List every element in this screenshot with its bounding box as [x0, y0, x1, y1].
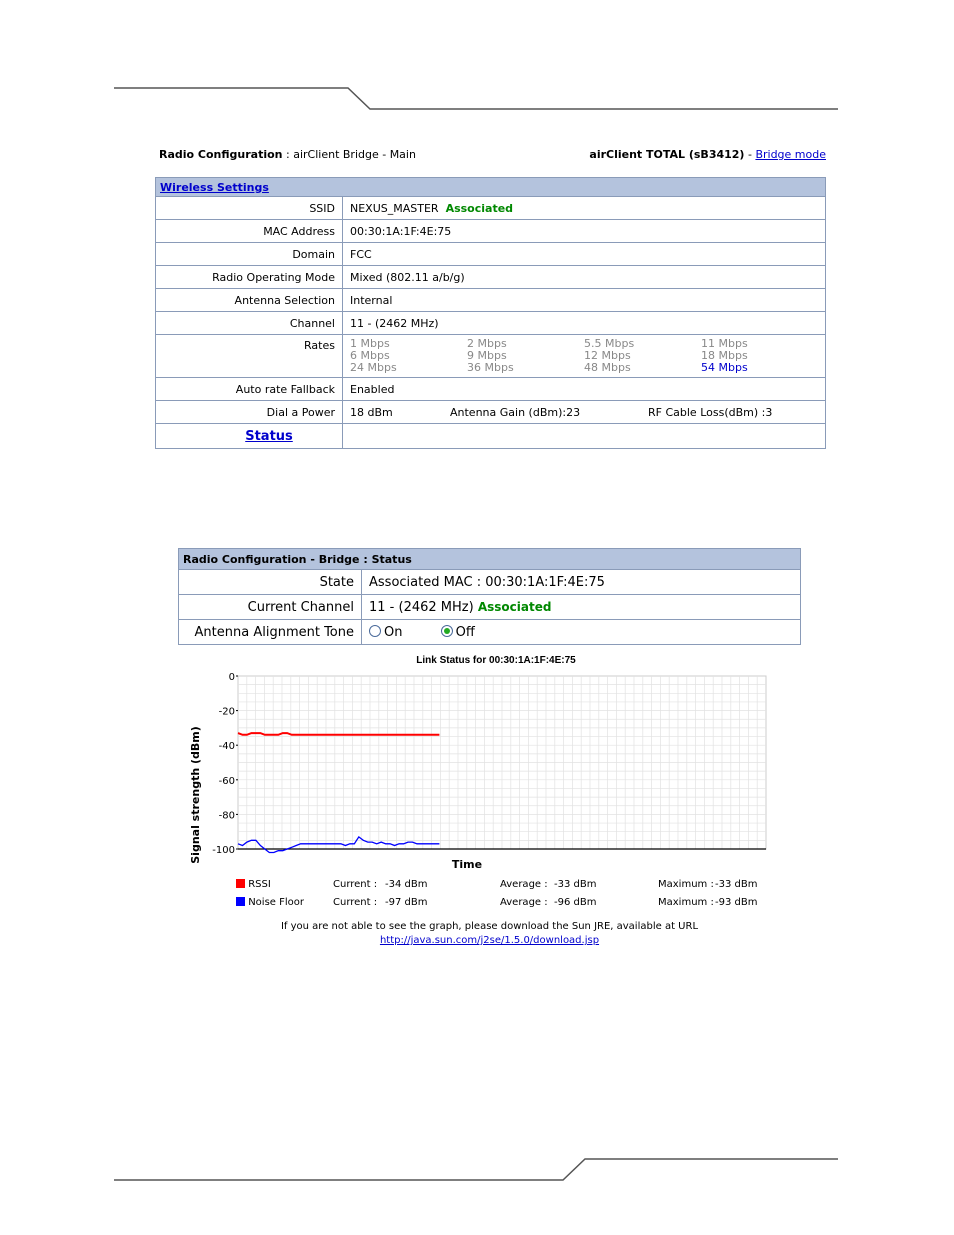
ssid-label: SSID [156, 197, 343, 220]
current-channel-label: Current Channel [179, 595, 362, 620]
rate-option: 6 Mbps [350, 349, 390, 362]
table-row [156, 197, 826, 220]
association-status: Associated [445, 201, 514, 215]
rate-option: 24 Mbps [350, 361, 397, 374]
rate-option: 5.5 Mbps [584, 337, 635, 350]
empty-cell [343, 424, 826, 449]
chart-title: Link Status for 00:30:1A:1F:4E:75 [416, 655, 576, 666]
bridge-mode-link[interactable]: Bridge mode [755, 148, 826, 161]
rssi-legend-name: RSSI [248, 879, 271, 890]
table-row [156, 401, 826, 424]
legend-rssi [236, 879, 271, 890]
mac-label: MAC Address [156, 220, 343, 243]
rate-option: 12 Mbps [584, 349, 631, 362]
wireless-settings-header [156, 178, 826, 197]
power-value: 18 dBm [350, 405, 393, 419]
y-tick-label: -40 [218, 741, 235, 753]
fallback-value: Enabled [343, 378, 826, 401]
rate-option: 11 Mbps [701, 337, 748, 350]
rssi-average: -33 dBm [554, 879, 597, 890]
wireless-settings-table [155, 177, 826, 449]
rates-grid [350, 335, 818, 377]
rssi-average-label: Average : [500, 879, 548, 890]
tone-off-option[interactable] [441, 625, 475, 640]
noise-average: -96 dBm [554, 897, 597, 908]
device-name: airClient TOTAL (sB3412) [589, 148, 745, 161]
status-link[interactable]: Status [245, 428, 293, 444]
rate-option: 18 Mbps [701, 349, 748, 362]
rate-option: 36 Mbps [467, 361, 514, 374]
fallback-label: Auto rate Fallback [156, 378, 343, 401]
y-tick-label: 0 [228, 672, 235, 683]
domain-label: Domain [156, 243, 343, 266]
rate-option: 54 Mbps [701, 361, 748, 374]
current-channel-cell [362, 595, 801, 620]
jre-text: If you are not able to see the graph, please download the Sun JRE, available at URL [280, 921, 699, 932]
table-row [156, 312, 826, 335]
jre-download-link[interactable]: http://java.sun.com/j2se/1.5.0/download.jsp [379, 935, 600, 946]
y-axis [212, 672, 238, 856]
legend-noise [236, 897, 304, 908]
table-row [156, 220, 826, 243]
rate-option: 2 Mbps [467, 337, 507, 350]
noise-maximum-label: Maximum : [658, 897, 714, 908]
ssid-cell [343, 197, 826, 220]
y-tick-label: -80 [218, 810, 235, 822]
current-channel-value: 11 - (2462 MHz) [369, 599, 474, 615]
mac-value: 00:30:1A:1F:4E:75 [343, 220, 826, 243]
table-row [156, 424, 826, 449]
domain-value: FCC [343, 243, 826, 266]
table-row [156, 243, 826, 266]
chart-grid [238, 676, 766, 849]
status-table-header: Radio Configuration - Bridge : Status [179, 549, 801, 570]
state-value: Associated MAC : 00:30:1A:1F:4E:75 [362, 570, 801, 595]
mode-value: Mixed (802.11 a/b/g) [343, 266, 826, 289]
rssi-maximum: -33 dBm [715, 879, 758, 890]
table-row [156, 335, 826, 378]
noise-average-label: Average : [500, 897, 548, 908]
x-axis-label: Time [451, 858, 483, 871]
rssi-maximum-label: Maximum : [658, 879, 714, 890]
noise-legend-name: Noise Floor [248, 897, 304, 908]
channel-association-status: Associated [477, 599, 552, 614]
page-header [159, 148, 826, 161]
header-subtitle: : airClient Bridge - Main [282, 148, 416, 161]
y-tick-label: -60 [218, 775, 235, 787]
antenna-value: Internal [343, 289, 826, 312]
power-label: Dial a Power [156, 401, 343, 424]
rssi-current: -34 dBm [385, 879, 428, 890]
state-label: State [179, 570, 362, 595]
table-row [179, 595, 801, 620]
antenna-label: Antenna Selection [156, 289, 343, 312]
noise-maximum: -93 dBm [715, 897, 758, 908]
device-info [589, 148, 826, 161]
rate-option: 9 Mbps [467, 349, 507, 362]
ssid-value: NEXUS_MASTER [350, 201, 439, 215]
rate-option: 48 Mbps [584, 361, 631, 374]
table-row [156, 266, 826, 289]
channel-value: 11 - (2462 MHz) [343, 312, 826, 335]
rates-label: Rates [156, 335, 343, 378]
header-title: Radio Configuration [159, 148, 283, 161]
tone-on-radio[interactable] [369, 625, 381, 637]
tone-off-label: Off [455, 624, 475, 640]
table-row [156, 378, 826, 401]
tone-label: Antenna Alignment Tone [179, 620, 362, 645]
rssi-swatch [236, 879, 245, 888]
link-status-chart [178, 650, 801, 950]
rate-option: 1 Mbps [350, 337, 390, 350]
channel-label: Channel [156, 312, 343, 335]
tone-on-option[interactable] [369, 625, 402, 640]
jre-notice [178, 920, 801, 948]
table-row [179, 570, 801, 595]
antenna-gain: Antenna Gain (dBm):23 [450, 405, 581, 419]
tone-cell [362, 620, 801, 645]
cable-loss: RF Cable Loss(dBm) :3 [648, 405, 773, 419]
status-table [178, 548, 801, 645]
wireless-settings-link[interactable]: Wireless Settings [160, 180, 269, 194]
mode-label: Radio Operating Mode [156, 266, 343, 289]
tone-on-label: On [384, 624, 403, 640]
noise-current: -97 dBm [385, 897, 428, 908]
y-axis-label: Signal strength (dBm) [189, 726, 202, 864]
status-link-cell [156, 424, 343, 449]
power-cell [343, 401, 826, 424]
rssi-current-label: Current : [333, 879, 378, 890]
y-tick-label: -20 [218, 706, 235, 718]
table-row [179, 620, 801, 645]
y-tick-label: -100 [212, 845, 235, 856]
header-separator: - [744, 148, 756, 161]
table-row [156, 289, 826, 312]
tone-off-radio[interactable] [441, 625, 453, 637]
noise-swatch [236, 897, 245, 906]
rates-cell [343, 335, 826, 378]
noise-current-label: Current : [333, 897, 378, 908]
